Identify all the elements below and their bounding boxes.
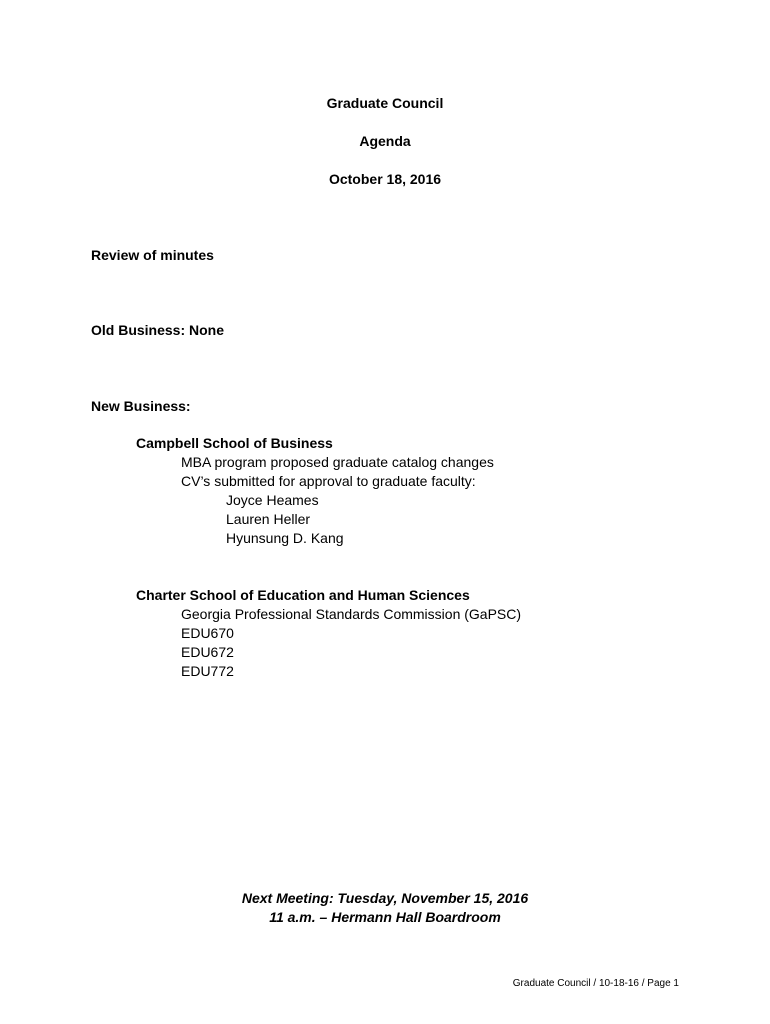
campbell-item: CV’s submitted for approval to graduate faculty: — [181, 473, 476, 489]
charter-school-heading: Charter School of Education and Human Sciences — [136, 587, 470, 603]
faculty-name: Joyce Heames — [226, 492, 319, 508]
charter-item: Georgia Professional Standards Commission (GaPSC) — [181, 606, 522, 622]
campbell-school-heading: Campbell School of Business — [136, 435, 333, 451]
next-meeting-date: Next Meeting: Tuesday, November 15, 2016 — [241, 890, 529, 906]
document-title: Graduate Council — [326, 95, 444, 111]
next-meeting-location: 11 a.m. – Hermann Hall Boardroom — [269, 909, 501, 925]
review-of-minutes-heading: Review of minutes — [91, 247, 214, 263]
document-subtitle: Agenda — [359, 133, 411, 149]
campbell-item: MBA program proposed graduate catalog changes — [181, 454, 494, 470]
faculty-name: Hyunsung D. Kang — [226, 530, 344, 546]
page-footer: Graduate Council / 10-18-16 / Page 1 — [512, 978, 679, 989]
faculty-name: Lauren Heller — [226, 511, 311, 527]
charter-item: EDU772 — [181, 663, 234, 679]
old-business-heading: Old Business: None — [91, 322, 225, 338]
charter-item: EDU672 — [181, 644, 234, 660]
meeting-date: October 18, 2016 — [328, 171, 442, 187]
charter-item: EDU670 — [181, 625, 234, 641]
new-business-heading: New Business: — [91, 398, 191, 414]
